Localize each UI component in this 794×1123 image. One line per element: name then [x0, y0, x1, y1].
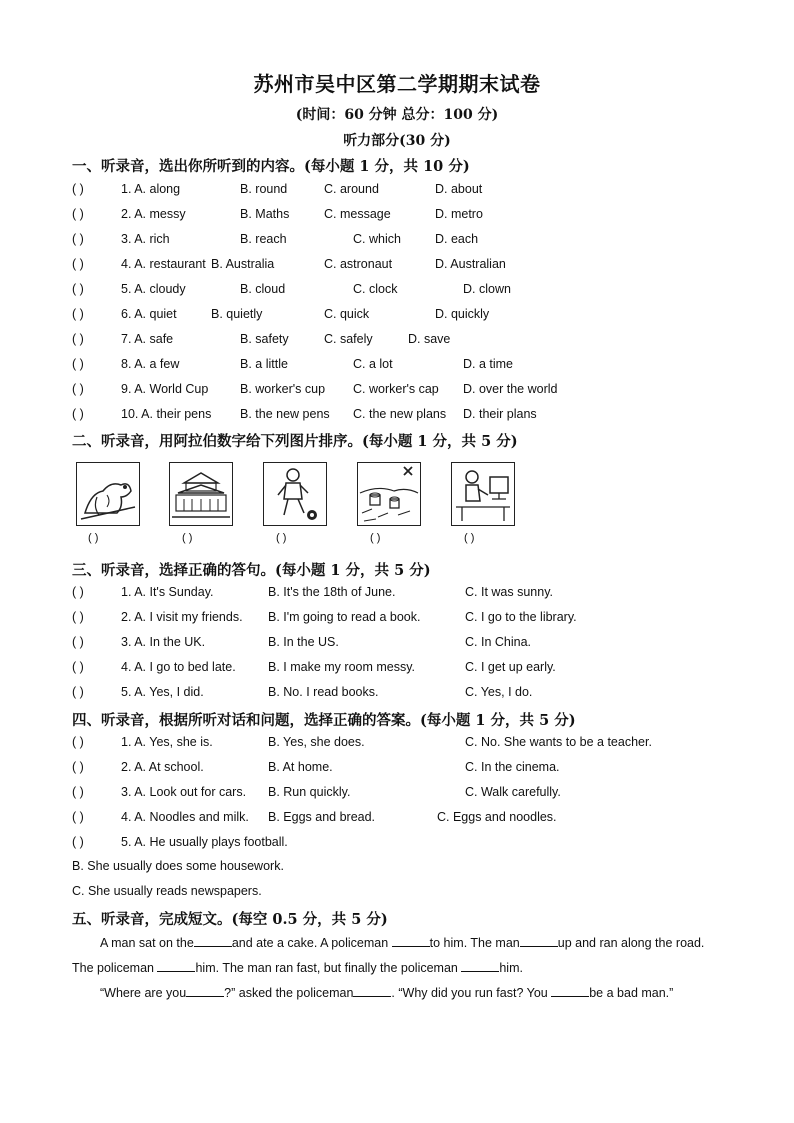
option-b: B. Maths [240, 207, 290, 221]
option-c: C. worker's cap [353, 382, 439, 396]
option-d: D. each [435, 232, 479, 246]
option-a: 10. A. their pens [121, 407, 212, 421]
picture-3-answer[interactable]: ( ) [276, 532, 287, 544]
option-b: B. cloud [240, 282, 286, 296]
option-c: C. I go to the library. [465, 610, 577, 624]
answer-bracket[interactable]: ( ) [72, 660, 84, 674]
cloze-line-2: The policeman him. The man ran fast, but finally the policeman him. [72, 961, 523, 975]
answer-bracket[interactable]: ( ) [72, 735, 84, 749]
option-a: 4. A. Noodles and milk. [121, 810, 249, 824]
exam-subtitle: (时间：60 分钟 总分：100 分) [295, 107, 499, 123]
option-a: 9. A. World Cup [121, 382, 209, 396]
option-c: C. the new plans [353, 407, 447, 421]
answer-bracket[interactable]: ( ) [72, 182, 84, 196]
option-a: 2. A. At school. [121, 760, 204, 774]
exam-title: 苏州市吴中区第二学期期末试卷 [253, 72, 541, 96]
option-c: C. Yes, I do. [465, 685, 533, 699]
option-b: B. worker's cup [240, 382, 326, 396]
option-a: 3. A. rich [121, 232, 170, 246]
option-b: B. It's the 18th of June. [268, 585, 396, 599]
cloze-blank-3[interactable] [520, 934, 558, 947]
option-d: D. over the world [463, 382, 558, 396]
option-d: D. about [435, 182, 483, 196]
picture-2-answer[interactable]: ( ) [182, 532, 193, 544]
option-a: 6. A. quiet [121, 307, 177, 321]
picture-5-answer[interactable]: ( ) [464, 532, 475, 544]
answer-bracket[interactable]: ( ) [72, 382, 84, 396]
option-d: D. a time [463, 357, 514, 371]
option-a: 2. A. messy [121, 207, 186, 221]
option-c: C. Walk carefully. [465, 785, 561, 799]
answer-bracket[interactable]: ( ) [72, 307, 84, 321]
option-b: B. Run quickly. [268, 785, 351, 799]
answer-bracket[interactable]: ( ) [72, 585, 84, 599]
option-c: C. Eggs and noodles. [437, 810, 557, 824]
option-c: C. In the cinema. [465, 760, 560, 774]
option-c: C. In China. [465, 635, 532, 649]
answer-bracket[interactable]: ( ) [72, 282, 84, 296]
answer-bracket[interactable]: ( ) [72, 357, 84, 371]
option-d: D. save [408, 332, 451, 346]
option-a: 8. A. a few [121, 357, 180, 371]
answer-bracket[interactable]: ( ) [72, 332, 84, 346]
cloze-blank-6[interactable] [186, 984, 224, 997]
option-a: 1. A. along [121, 182, 181, 196]
cloze-blank-4[interactable] [157, 959, 195, 972]
cloze-blank-2[interactable] [392, 934, 430, 947]
tiananmen-icon [169, 462, 233, 526]
option-b: B. quietly [211, 307, 263, 321]
answer-bracket[interactable]: ( ) [72, 760, 84, 774]
answer-bracket[interactable]: ( ) [72, 685, 84, 699]
option-a: 1. A. It's Sunday. [121, 585, 214, 599]
koala-icon [76, 462, 140, 526]
boy-football-icon [263, 462, 327, 526]
section-4-q5-option-b: B. She usually does some housework. [72, 859, 284, 873]
section-4-q5-option-c: C. She usually reads newspapers. [72, 884, 262, 898]
answer-bracket[interactable]: ( ) [72, 610, 84, 624]
option-a: 2. A. I visit my friends. [121, 610, 243, 624]
tree-stumps-icon [357, 462, 421, 526]
option-c: C. I get up early. [465, 660, 556, 674]
picture-1-answer[interactable]: ( ) [88, 532, 99, 544]
cloze-blank-5[interactable] [461, 959, 499, 972]
option-a: 5. A. cloudy [121, 282, 186, 296]
section-2-heading: 二、听录音，用阿拉伯数字给下列图片排序。(每小题 1 分，共 5 分) [72, 433, 518, 450]
option-d: D. clown [463, 282, 511, 296]
option-d: D. metro [435, 207, 483, 221]
option-a: 1. A. Yes, she is. [121, 735, 213, 749]
cloze-blank-7[interactable] [353, 984, 391, 997]
answer-bracket[interactable]: ( ) [72, 232, 84, 246]
option-b: B. No. I read books. [268, 685, 379, 699]
section-3-heading: 三、听录音，选择正确的答句。(每小题 1 分，共 5 分) [72, 562, 431, 579]
answer-bracket[interactable]: ( ) [72, 207, 84, 221]
option-c: C. quick [324, 307, 370, 321]
picture-4-answer[interactable]: ( ) [370, 532, 381, 544]
option-c: C. It was sunny. [465, 585, 553, 599]
option-b: B. safety [240, 332, 289, 346]
option-c: C. clock [353, 282, 398, 296]
option-b: B. In the US. [268, 635, 339, 649]
option-c: C. around [324, 182, 379, 196]
option-c: C. safely [324, 332, 373, 346]
answer-bracket[interactable]: ( ) [72, 785, 84, 799]
answer-bracket[interactable]: ( ) [72, 407, 84, 421]
cloze-blank-8[interactable] [551, 984, 589, 997]
option-a: 5. A. Yes, I did. [121, 685, 204, 699]
option-b: B. I make my room messy. [268, 660, 416, 674]
answer-bracket[interactable]: ( ) [72, 257, 84, 271]
option-c: C. a lot [353, 357, 393, 371]
option-a: 4. A. I go to bed late. [121, 660, 236, 674]
option-b: B. the new pens [240, 407, 330, 421]
option-b: B. round [240, 182, 288, 196]
option-b: B. Australia [211, 257, 275, 271]
picture-row [72, 460, 524, 550]
section-1-heading: 一、听录音，选出你所听到的内容。(每小题 1 分，共 10 分) [72, 158, 470, 175]
option-c: C. message [324, 207, 391, 221]
listening-part-title: 听力部分(30 分) [343, 133, 451, 149]
section-5-heading: 五、听录音，完成短文。(每空 0.5 分，共 5 分) [72, 911, 388, 928]
option-d: D. quickly [435, 307, 490, 321]
option-a: 7. A. safe [121, 332, 174, 346]
option-a: 4. A. restaurant [121, 257, 206, 271]
boy-computer-icon [451, 462, 515, 526]
answer-bracket[interactable]: ( ) [72, 835, 84, 849]
option-d: D. Australian [435, 257, 506, 271]
answer-bracket[interactable]: ( ) [72, 810, 84, 824]
answer-bracket[interactable]: ( ) [72, 635, 84, 649]
option-d: D. their plans [463, 407, 537, 421]
option-a: 5. A. He usually plays football. [121, 835, 288, 849]
option-b: B. Yes, she does. [268, 735, 365, 749]
option-b: B. a little [240, 357, 288, 371]
option-c: C. No. She wants to be a teacher. [465, 735, 652, 749]
section-4-heading: 四、听录音，根据所听对话和问题，选择正确的答案。(每小题 1 分，共 5 分) [72, 712, 576, 729]
option-b: B. At home. [268, 760, 333, 774]
cloze-line-3: “Where are you ?” asked the policeman . “Why did you run fast? You be a bad man.” [100, 986, 674, 1000]
option-b: B. I'm going to read a book. [268, 610, 421, 624]
cloze-blank-1[interactable] [194, 934, 232, 947]
option-a: 3. A. In the UK. [121, 635, 206, 649]
cloze-line-1: A man sat on the and ate a cake. A policeman to him. The man up and ran along the road. [100, 936, 705, 950]
option-a: 3. A. Look out for cars. [121, 785, 247, 799]
option-b: B. reach [240, 232, 287, 246]
option-b: B. Eggs and bread. [268, 810, 376, 824]
option-c: C. astronaut [324, 257, 393, 271]
option-c: C. which [353, 232, 401, 246]
